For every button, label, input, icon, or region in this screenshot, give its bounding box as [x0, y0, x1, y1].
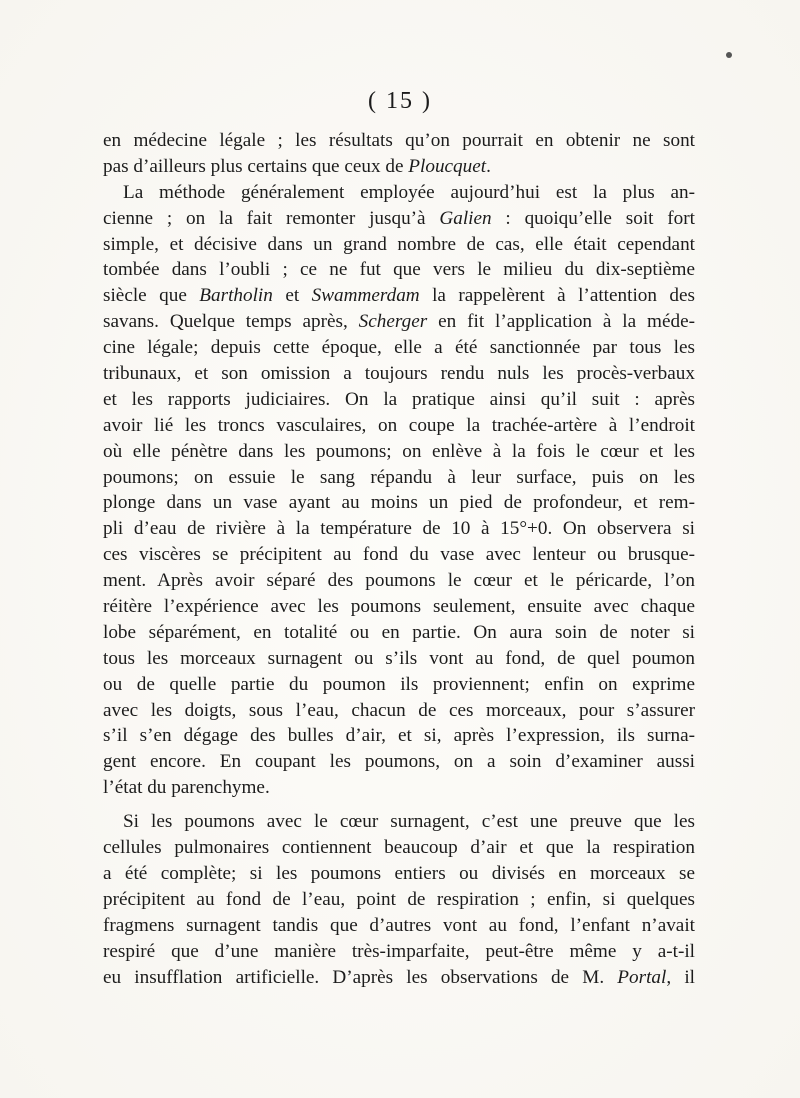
page-number: ( 15 ): [368, 88, 432, 114]
text-line: et les rapports judiciaires. On la pratique ainsi qu’il suit : après: [103, 388, 695, 410]
proper-name: Swammerdam: [311, 285, 420, 307]
text-line: fragmens surnagent tandis que d’autres vont au fond, l’enfant n’avait: [103, 914, 695, 936]
text-line: savans. Quelque temps après, Scherger en fit l’application à la méde-: [103, 311, 695, 333]
text-line: cine légale; depuis cette époque, elle a été sanctionnée par tous les: [103, 337, 695, 359]
text-line: plonge dans un vase ayant au moins un pied de profondeur, et rem-: [103, 492, 695, 514]
text-line: ces viscères se précipitent au fond du vase avec lenteur ou brusque-: [103, 544, 695, 566]
text-line: tombée dans l’oubli ; ce ne fut que vers le milieu du dix-septième: [103, 259, 695, 281]
proper-name: Portal: [617, 966, 667, 988]
text-line: a été complète; si les poumons entiers ou divisés en morceaux se: [103, 862, 695, 884]
text-line: siècle que Bartholin et Swammerdam la rappelèrent à l’attention des: [103, 285, 695, 307]
text-line: pli d’eau de rivière à la température de 10 à 15°+0. On observera si: [103, 518, 695, 540]
text-line: avoir lié les troncs vasculaires, on coupe la trachée-artère à l’endroit: [103, 414, 695, 436]
text-line: où elle pénètre dans les poumons; on enlève à la fois le cœur et les: [103, 440, 695, 462]
text-line: s’il s’en dégage des bulles d’air, et si, après l’expression, ils surna-: [103, 725, 695, 747]
text-line: eu insufflation artificielle. D’après les observations de M. Portal, il: [103, 966, 695, 988]
text-line: avec les doigts, sous l’eau, chacun de ces morceaux, pour s’assurer: [103, 699, 695, 721]
text-line: gent encore. En coupant les poumons, on a soin d’examiner aussi: [103, 751, 695, 773]
text-line: ment. Après avoir séparé des poumons le cœur et le péricarde, l’on: [103, 570, 695, 592]
text-line: respiré que d’une manière très-imparfaite, peut-être même y a-t-il: [103, 940, 695, 962]
text-line: poumons; on essuie le sang répandu à leur surface, puis on les: [103, 466, 695, 488]
text-line: cellules pulmonaires contiennent beaucoup d’air et que la respiration: [103, 837, 695, 859]
text-line: lobe séparément, en totalité ou en partie. On aura soin de noter si: [103, 621, 695, 643]
paragraph-gap: [103, 801, 695, 809]
text-line: simple, et décisive dans un grand nombre de cas, elle était cependant: [103, 233, 695, 255]
proper-name: Bartholin: [199, 285, 273, 307]
body-text: [103, 128, 695, 990]
text-line: tous les morceaux surnagent ou s’ils vont au fond, de quel poumon: [103, 647, 695, 669]
text-line: l’état du parenchyme.: [103, 777, 270, 799]
text-line: ou de quelle partie du poumon ils proviennent; enfin on exprime: [103, 673, 695, 695]
proper-name: Ploucquet: [408, 155, 487, 177]
proper-name: Galien: [439, 207, 492, 229]
text-line: réitère l’expérience avec les poumons seulement, ensuite avec chaque: [103, 596, 695, 618]
text-line: cienne ; on la fait remonter jusqu’à Galien : quoiqu’elle soit fort: [103, 207, 695, 229]
text-line: Si les poumons avec le cœur surnagent, c’est une preuve que les: [123, 811, 695, 833]
text-line: tribunaux, et son omission a toujours rendu nuls les procès-verbaux: [103, 363, 695, 385]
text-line: précipitent au fond de l’eau, point de respiration ; enfin, si quelques: [103, 888, 695, 910]
text-line: en médecine légale ; les résultats qu’on pourrait en obtenir ne sont: [103, 130, 695, 151]
ink-spot: [726, 52, 732, 58]
proper-name: Scherger: [358, 311, 428, 333]
text-line: La méthode généralement employée aujourd’hui est la plus an-: [123, 181, 695, 203]
text-line: pas d’ailleurs plus certains que ceux de Ploucquet.: [103, 155, 491, 177]
